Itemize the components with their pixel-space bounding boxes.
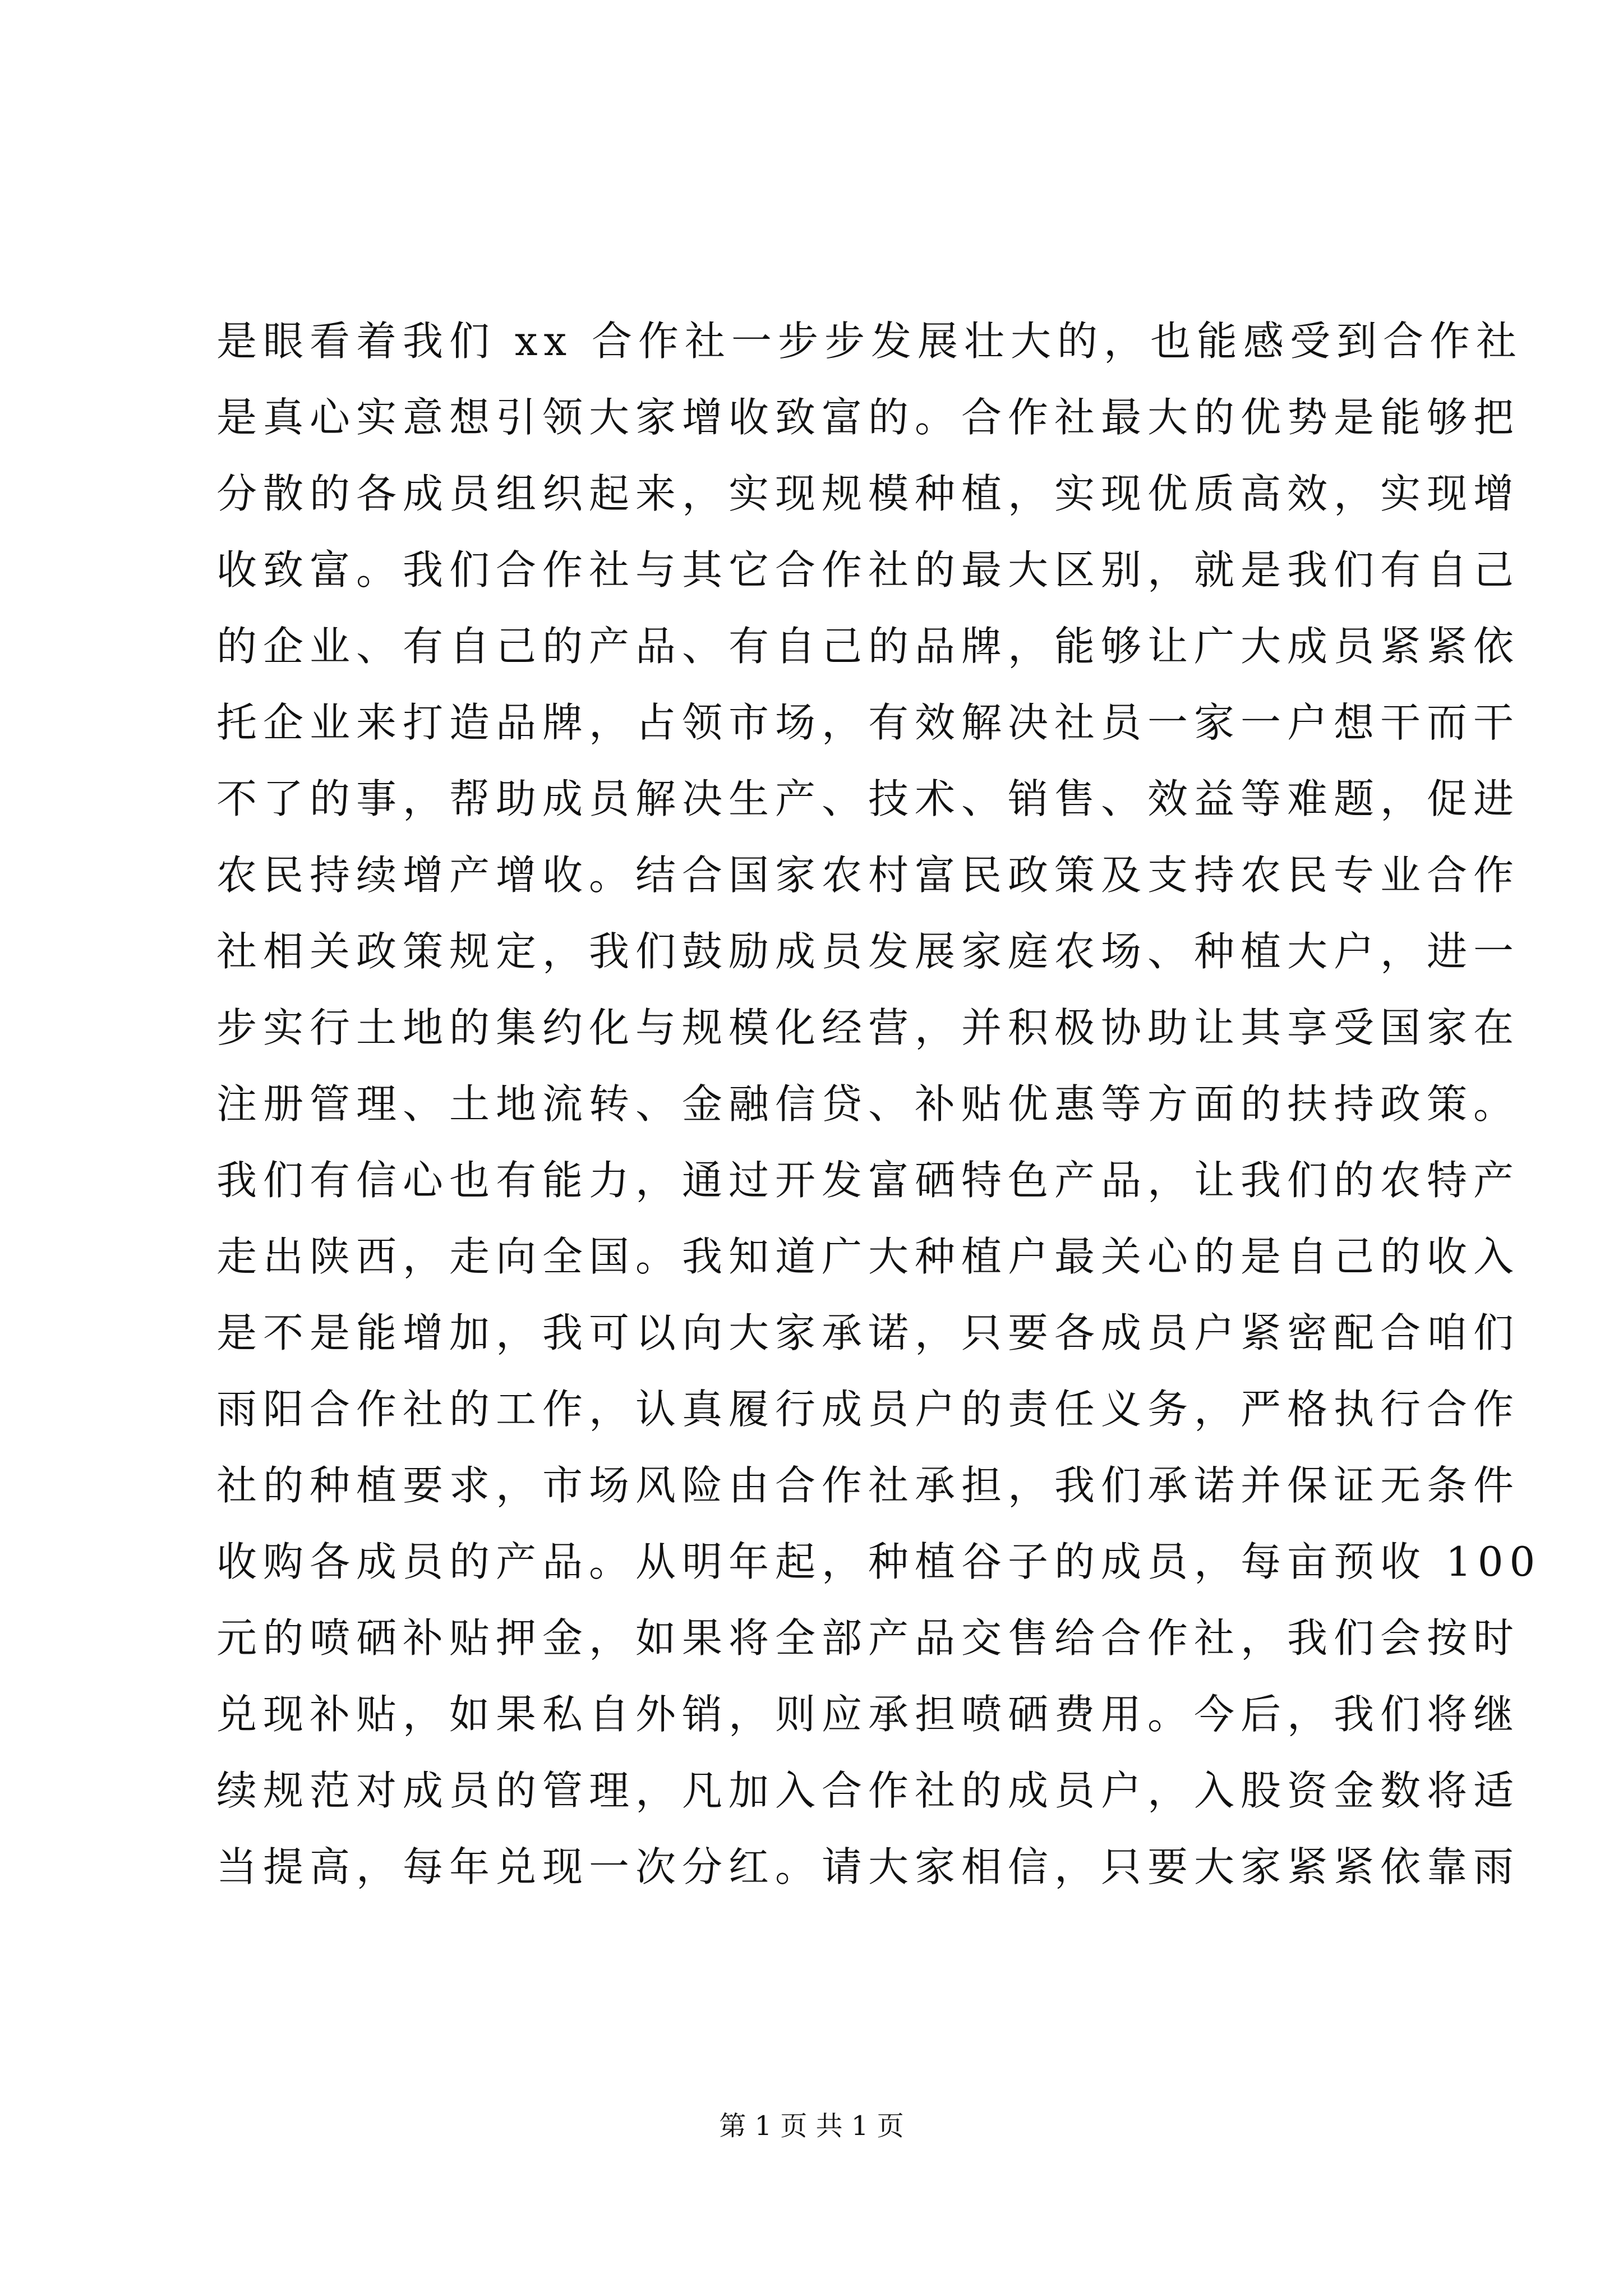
page-footer bbox=[0, 2109, 1623, 2143]
text-line: 是真心实意想引领大家增收致富的。合作社最大的优势是能够把 bbox=[216, 394, 1520, 441]
text-line: 托企业来打造品牌，占领市场，有效解决社员一家一户想干而干 bbox=[216, 699, 1520, 746]
text-line: 不了的事，帮助成员解决生产、技术、销售、效益等难题，促进 bbox=[216, 775, 1520, 822]
text-line: 兑现补贴，如果私自外销，则应承担喷硒费用。今后，我们将继 bbox=[216, 1691, 1520, 1738]
text-line: 的企业、有自己的产品、有自己的品牌，能够让广大成员紧紧依 bbox=[216, 623, 1520, 670]
text-line: 是不是能增加，我可以向大家承诺，只要各成员户紧密配合咱们 bbox=[216, 1309, 1520, 1356]
text-line: 我们有信心也有能力，通过开发富硒特色产品，让我们的农特产 bbox=[216, 1157, 1520, 1204]
text-line: 农民持续增产增收。结合国家农村富民政策及支持农民专业合作 bbox=[216, 852, 1520, 899]
page-number-label: 第 1 页 共 1 页 bbox=[719, 2110, 904, 2142]
text-line: 收购各成员的产品。从明年起，种植谷子的成员，每亩预收 100 bbox=[216, 1538, 1542, 1585]
text-line: 分散的各成员组织起来，实现规模种植，实现优质高效，实现增 bbox=[216, 470, 1520, 517]
document-body bbox=[216, 303, 1542, 1905]
text-line: 走出陕西，走向全国。我知道广大种植户最关心的是自己的收入 bbox=[216, 1233, 1520, 1280]
text-line: 雨阳合作社的工作，认真履行成员户的责任义务，严格执行合作 bbox=[216, 1386, 1520, 1433]
text-line: 收致富。我们合作社与其它合作社的最大区别，就是我们有自己 bbox=[216, 546, 1520, 593]
text-line: 续规范对成员的管理，凡加入合作社的成员户，入股资金数将适 bbox=[216, 1767, 1520, 1814]
text-line: 社相关政策规定，我们鼓励成员发展家庭农场、种植大户，进一 bbox=[216, 928, 1520, 975]
text-line: 步实行土地的集约化与规模化经营，并积极协助让其享受国家在 bbox=[216, 1004, 1520, 1051]
text-line: 当提高，每年兑现一次分红。请大家相信，只要大家紧紧依靠雨 bbox=[216, 1843, 1520, 1890]
text-line: 元的喷硒补贴押金，如果将全部产品交售给合作社，我们会按时 bbox=[216, 1614, 1520, 1662]
text-line: 社的种植要求，市场风险由合作社承担，我们承诺并保证无条件 bbox=[216, 1462, 1520, 1509]
text-line: 注册管理、土地流转、金融信贷、补贴优惠等方面的扶持政策。 bbox=[216, 1080, 1520, 1128]
text-line: 是眼看着我们 xx 合作社一步步发展壮大的，也能感受到合作社 bbox=[216, 318, 1523, 365]
